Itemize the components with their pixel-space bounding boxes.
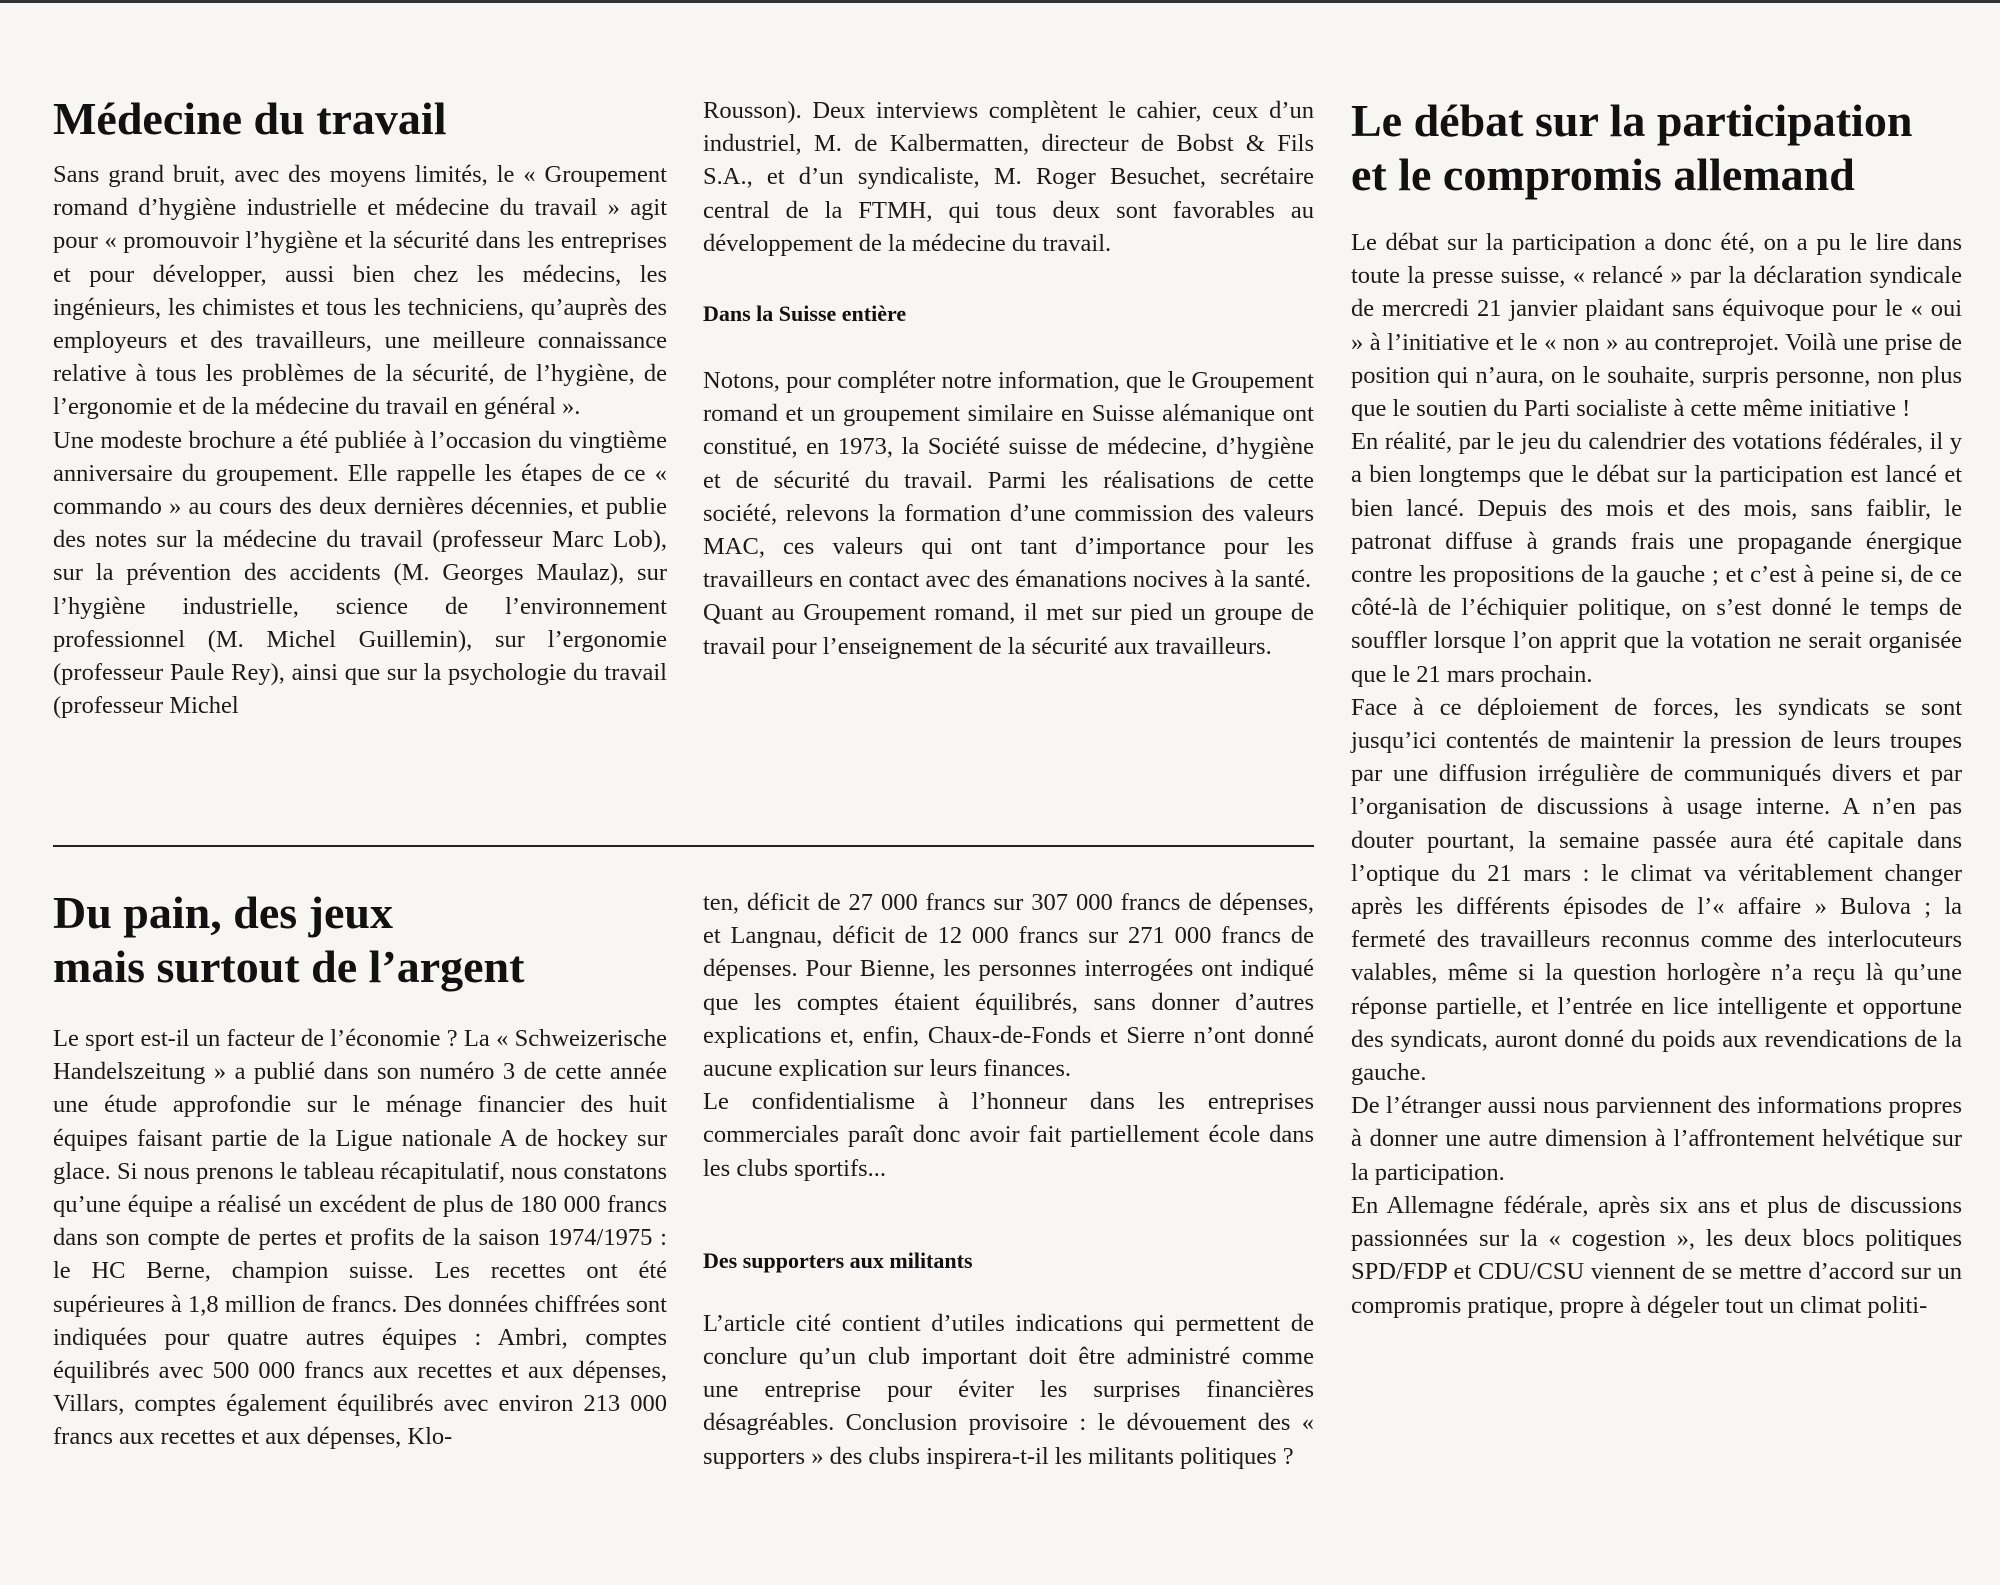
paragraph: De l’étranger aussi nous parviennent des informations propres à donner une autre dimension à l’affrontement helvétique sur la participation. [1351, 1092, 1962, 1186]
article-title-medecine: Médecine du travail [53, 93, 447, 144]
paragraph: Le sport est-il un facteur de l’économie ? La « Schweizerische Handelszeitung » a publié dans son numéro 3 de cette année une étude approfondie sur le ménage financier des huit équipes faisant partie de la Ligue nationale A de hockey sur glace. Si nous prenons le tableau récapitulatif, nous constatons qu’une équipe a réalisé un excédent de plus de 180 000 francs dans son compte de pertes et profits de la saison 1974/1975 : le HC Berne, champion suisse. Les recettes ont été supérieures à 1,8 million de francs. Des données chiffrées sont indiquées pour quatre autres équipes : Ambri, comptes équilibrés avec 500 000 francs aux recettes et aux dépenses, Villars, comptes également équilibrés avec environ 213 000 francs aux recettes et aux dépenses, Klo- [53, 1025, 667, 1451]
subheading-suisse-entiere: Dans la Suisse entière [703, 301, 907, 327]
paragraph: Face à ce déploiement de forces, les syndicats se sont jusqu’ici contentés de maintenir la pression de leurs troupes par une diffusion irrégulière de communiqués divers et par l’organisation de discussions à usage interne. A n’en pas douter pourtant, la semaine passée aura été capitale dans l’optique du 21 mars : le climat va véritablement changer après les différents épisodes de l’« affaire » Bulova ; la fermeté des travailleurs reconnus comme des interlocuteurs valables, même si la question horlogère n’a reçu là qu’une réponse partielle, et l’entrée en lice intelligente et opportune des syndicats, auront donné du poids aux revendications de la gauche. [1351, 693, 1962, 1087]
article-title-sport-line2: mais surtout de l’argent [53, 941, 525, 992]
article-divider-rule [53, 845, 1314, 847]
paragraph: En Allemagne fédérale, après six ans et plus de discussions passionnées sur la « cogestion », les deux blocs politiques SPD/FDP et CDU/CSU viennent de se mettre d’accord sur un compromis pratique, propre à dégeler tout un climat politi- [1351, 1191, 1962, 1319]
article-sport-col2 [703, 886, 1314, 1473]
paragraph: Quant au Groupement romand, il met sur pied un groupe de travail pour l’enseignement de la sécurité aux travailleurs. [703, 599, 1314, 660]
paragraph: Une modeste brochure a été publiée à l’occasion du vingtième anniversaire du groupement. Elle rappelle les étapes de ce « commando » au cours des deux dernières décennies, et publie des notes sur la médecine du travail (professeur Marc Lob), sur la prévention des accidents (M. Georges Maulaz), sur l’hygiène industrielle, science de l’environnement professionnel (M. Michel Guillemin), sur l’ergonomie (professeur Paule Rey), ainsi que sur la psychologie du travail (professeur Michel [53, 426, 667, 720]
paragraph: L’article cité contient d’utiles indications qui permettent de conclure qu’un club important doit être administré comme une entreprise pour éviter les surprises financières désagréables. Conclusion provisoire : le dévouement des « supporters » des clubs inspirera-t-il les militants politiques ? [703, 1309, 1314, 1470]
paragraph: Le confidentialisme à l’honneur dans les entreprises commerciales paraît donc avoir fait partiellement école dans les clubs sportifs... [703, 1088, 1314, 1182]
article-medecine-col2 [703, 94, 1314, 663]
article-title-participation-line1: Le débat sur la participation [1351, 95, 1913, 146]
top-border-rule [0, 0, 2000, 3]
paragraph: Notons, pour compléter notre information, que le Groupement romand et un groupement similaire en Suisse alémanique ont constitué, en 1973, la Société suisse de médecine, d’hygiène et de sécurité du travail. Parmi les réalisations de cette société, relevons la formation d’une commission des valeurs MAC, ces valeurs qui ont tant d’importance pour les travailleurs en contact avec des émanations nocives à la santé. [703, 367, 1314, 594]
paragraph: ten, déficit de 27 000 francs sur 307 000 francs de dépenses, et Langnau, déficit de 12 000 francs sur 271 000 francs de dépenses. Pour Bienne, les personnes interrogées ont indiqué que les comptes étaient équilibrés, sans donner d’autres explications et, enfin, Chaux-de-Fonds et Sierre n’ont donné aucune explication sur leurs finances. [703, 889, 1314, 1083]
paragraph: En réalité, par le jeu du calendrier des votations fédérales, il y a bien longtemps que le débat sur la participation est lancé et bien lancé. Depuis des mois et des mois, sans faiblir, le patronat diffuse à grands frais une propagande énergique contre les propositions de la gauche ; et c’est à peine si, de ce côté-là de l’échiquier politique, on s’est donné le temps de souffler lorsque l’on apprit que la votation ne serait organisée que le 21 mars prochain. [1351, 428, 1962, 688]
article-participation-col [1351, 94, 1962, 1322]
paragraph: Rousson). Deux interviews complètent le cahier, ceux d’un industriel, M. de Kalbermatten, directeur de Bobst & Fils S.A., et d’un syndicaliste, M. Roger Besuchet, secrétaire central de la FTMH, qui tous deux sont favorables au développement de la médecine du travail. [703, 97, 1314, 257]
paragraph: Sans grand bruit, avec des moyens limités, le « Groupement romand d’hygiène industrielle et médecine du travail » agit pour « promouvoir l’hygiène et la sécurité dans les entreprises et pour développer, aussi bien chez les médecins, les ingénieurs, les chimistes et tous les techniciens, qu’auprès des employeurs et des travailleurs, une meilleure connaissance relative à tous les problèmes de la sécurité, de l’hygiène, de l’ergonomie et de la médecine du travail en général ». [53, 161, 667, 421]
article-title-sport-line1: Du pain, des jeux [53, 887, 393, 938]
article-title-participation-line2: et le compromis allemand [1351, 149, 1855, 200]
article-medecine-col1 [53, 92, 667, 722]
subheading-supporters-militants: Des supporters aux militants [703, 1247, 973, 1273]
article-sport-col1 [53, 886, 667, 1454]
paragraph: Le débat sur la participation a donc été, on a pu le lire dans toute la presse suisse, « relancé » par la déclaration syndicale de mercredi 21 janvier plaidant sans équivoque pour le « oui » à l’initiative et le « non » au contreprojet. Voilà une prise de position qui n’aura, on le souhaite, surpris personne, non plus que le soutien du Parti socialiste à cette même initiative ! [1351, 229, 1962, 423]
